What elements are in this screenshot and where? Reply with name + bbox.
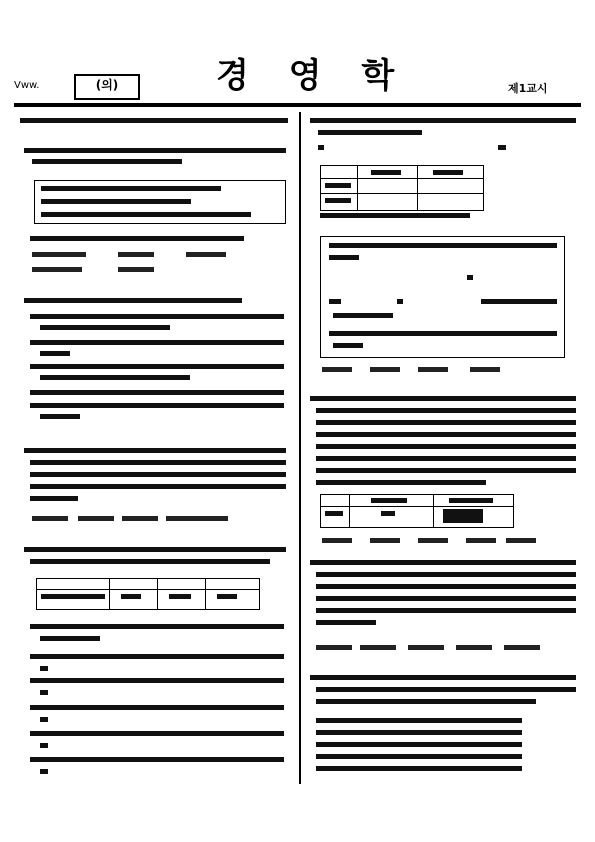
instruction-line — [20, 118, 288, 123]
question-text — [24, 298, 242, 303]
question-text — [32, 159, 182, 164]
option — [32, 267, 82, 272]
column-divider — [299, 112, 301, 784]
question-text — [24, 547, 286, 552]
data-table — [36, 578, 260, 610]
data-table — [320, 494, 514, 528]
statement-box — [34, 180, 286, 224]
option — [186, 252, 226, 257]
question-text — [24, 448, 286, 453]
question-prompt — [30, 236, 244, 241]
question-text — [310, 118, 576, 123]
header-rule — [14, 103, 581, 107]
header-left-label: Vww. — [14, 80, 40, 91]
question-text — [310, 560, 576, 565]
statement-box — [320, 236, 565, 358]
exam-code-box: (의) — [74, 74, 140, 100]
option — [118, 267, 154, 272]
header-right-label: 제1교시 — [508, 82, 548, 95]
page-title: 경 영 학 — [216, 56, 409, 96]
data-table — [320, 165, 484, 211]
option — [32, 252, 86, 257]
question-text — [310, 396, 576, 401]
option — [118, 252, 154, 257]
question-text — [24, 148, 286, 153]
question-text — [310, 675, 576, 680]
